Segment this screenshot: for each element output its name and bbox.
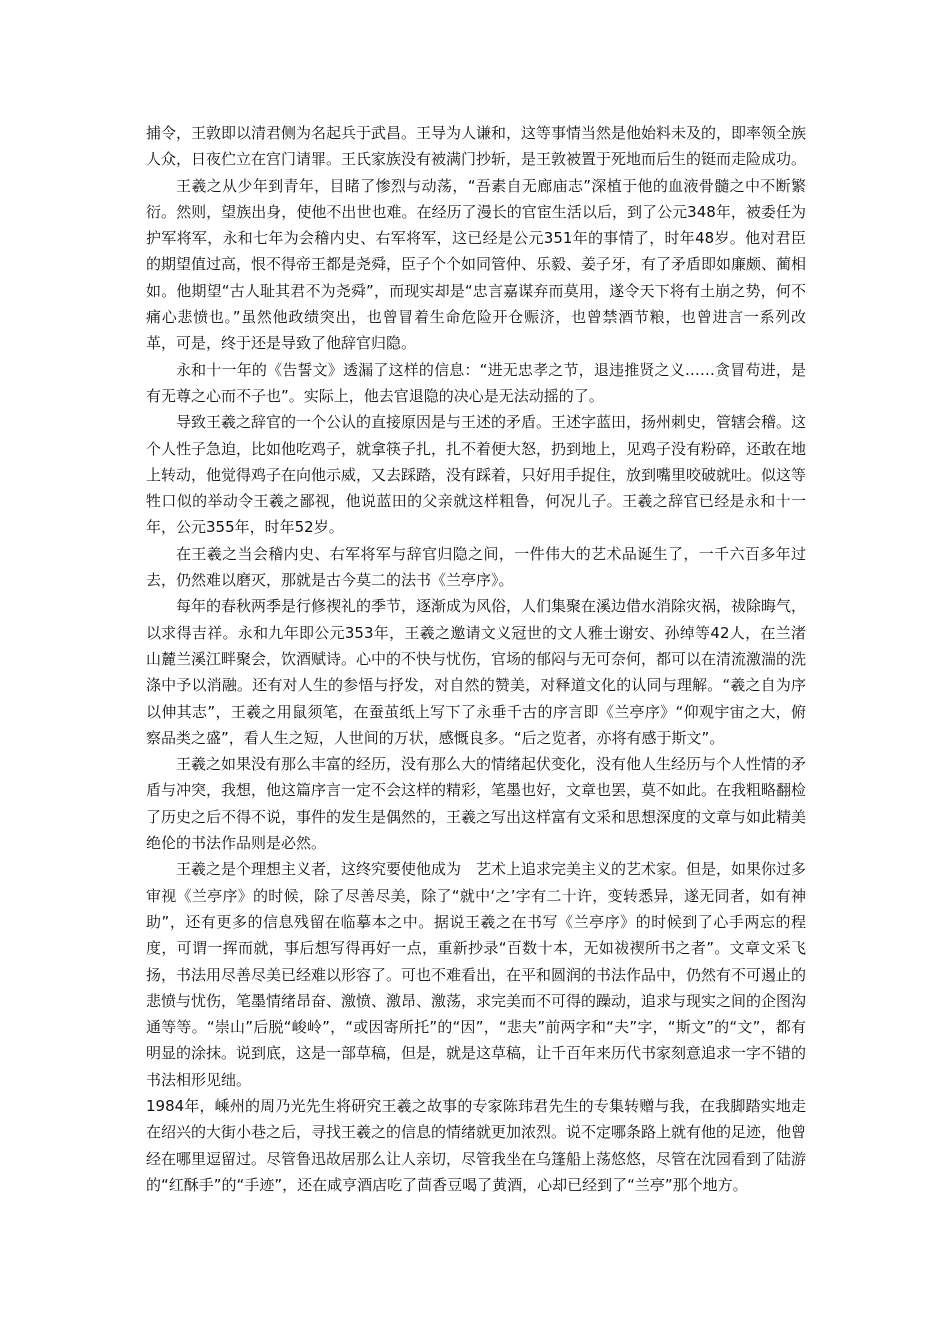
paragraph-3: 永和十一年的《告誓文》透漏了这样的信息：“进无忠孝之节，退违推贤之义……贪冒苟进，是有无尊之心而不子也”。实际上，他去官退隐的决心是无法动摇的了。 — [146, 360, 806, 405]
paragraph-2: 王羲之从少年到青年，目睹了惨烈与动荡，“吾素自无廊庙志”深植于他的血液骨髓之中不断繁衍。然则，望族出身，使他不出世也难。在经历了漫长的官宦生活以后，到了公元348年，被委任为护军将军，永和七年为会稽内史、右军将军，这已经是公元351年的事情了，时年48岁。他对君臣的期望值过高，恨不得帝王都是尧舜，臣子个个如同管仲、乐毅、姜子牙，有了矛盾即如廉颇、蔺相如。他期望“古人耻其君不为尧舜”，而现实却是“忠言嘉谋弃而莫用，遂令天下将有土崩之势，何不痛心悲愤也。”虽然他政绩突出，也曾冒着生命危险开仓赈济，也曾禁酒节粮，也曾进言一系列改革，可是，终于还是导致了他辞官归隐。 — [146, 176, 807, 353]
paragraph-9: 1984年，嵊州的周乃光先生将研究王羲之故事的专家陈玮君先生的专集转赠与我，在我脚踏实地走在绍兴的大街小巷之后，寻找王羲之的信息的情绪就更加浓烈。说不定哪条路上就有他的足迹，他曾经在哪里逗留过。尽管鲁迅故居那么让人亲切，尽管我坐在乌篷船上荡悠悠，尽管在沈园看到了陆游的“红酥手”的“手迹”，还在咸亨酒店吃了茴香豆喝了黄酒，心却已经到了“兰亭”那个地方。 — [146, 1096, 807, 1194]
paragraph-8: 王羲之是个理想主义者，这终究要使他成为 艺术上追求完美主义的艺术家。但是，如果你过多审视《兰亭序》的时候，除了尽善尽美，除了“就中‘之’字有二十许，变转悉异，遂无同者，如有神助”，还有更多的信息残留在临摹本之中。据说王羲之在书写《兰亭序》的时候到了心手两忘的程度，可谓一挥而就，事后想写得再好一点，重新抄录“百数十本，无如祓禊所书之者”。文章文采飞扬，书法用尽善尽美已经难以形容了。可也不难看出，在平和圆润的书法作品中，仍然有不可遏止的悲愤与忧伤，笔墨情绪昂奋、激愤、激昂、激荡，求完美而不可得的躁动，追求与现实之间的企图沟通等等。“崇山”后脱“峻岭”，“或因寄所托”的“因”，“悲夫”前两字和“夫”字，“斯文”的“文”，都有明显的涂抹。说到底，这是一部草稿，但是，就是这草稿，让千百年来历代书家刻意追求一字不错的书法相形见绌。 — [146, 860, 807, 1089]
paragraph-6: 每年的春秋两季是行修禊礼的季节，逐渐成为风俗，人们集聚在溪边借水消除灾祸，祓除晦气，以求得吉祥。永和九年即公元353年，王羲之邀请文义冠世的文人雅士谢安、孙绰等42人，在兰渚山麓兰溪江畔聚会，饮酒赋诗。心中的不快与忧伤，官场的郁闷与无可奈何，都可以在清流激湍的洗涤中予以消融。还有对人生的参悟与抒发，对自然的赞美，对释道文化的认同与理解。“羲之自为序以伸其志”，王羲之用鼠须笔，在蚕茧纸上写下了永垂千古的序言即《兰亭序》“仰观宇宙之大，俯察品类之盛”，看人生之短，人世间的万状，感慨良多。“后之览者，亦将有感于斯文”。 — [146, 597, 807, 747]
paragraph-7: 王羲之如果没有那么丰富的经历，没有那么大的情绪起伏变化，没有他人生经历与个人性情的矛盾与冲突，我想，他这篇序言一定不会这样的精彩，笔墨也好，文章也罢，莫不如此。在我粗略翻检了历史之后不得不说，事件的发生是偶然的，王羲之写出这样富有文采和思想深度的文章与如此精美绝伦的书法作品则是必然。 — [146, 755, 807, 853]
paragraph-5: 在王羲之当会稽内史、右军将军与辞官归隐之间，一件伟大的艺术品诞生了，一千六百多年过去，仍然难以磨灭，那就是古今莫二的法书《兰亭序》。 — [146, 544, 806, 590]
paragraph-4: 导致王羲之辞官的一个公认的直接原因是与王述的矛盾。王述字蓝田，扬州刺史，管辖会稽。这个人性子急迫，比如他吃鸡子，就拿筷子扎，扎不着便大怒，扔到地上，见鸡子没有粉碎，还敢在地上转动，他觉得鸡子在向他示威，又去踩踏，没有踩着，只好用手捉住，放到嘴里咬破就吐。似这等牲口似的举动令王羲之鄙视，他说蓝田的父亲就这样粗鲁，何况儿子。王羲之辞官已经是永和十一年，公元355年，时年52岁。 — [146, 413, 807, 537]
paragraph-1: 捕令，王敦即以清君侧为名起兵于武昌。王导为人谦和，这等事情当然是他始料未及的，即率领全族人众，日夜伫立在宫门请罪。王氏家族没有被满门抄斩，是王敦被置于死地而后生的铤而走险成功。 — [146, 124, 807, 169]
document-body — [146, 120, 806, 1198]
